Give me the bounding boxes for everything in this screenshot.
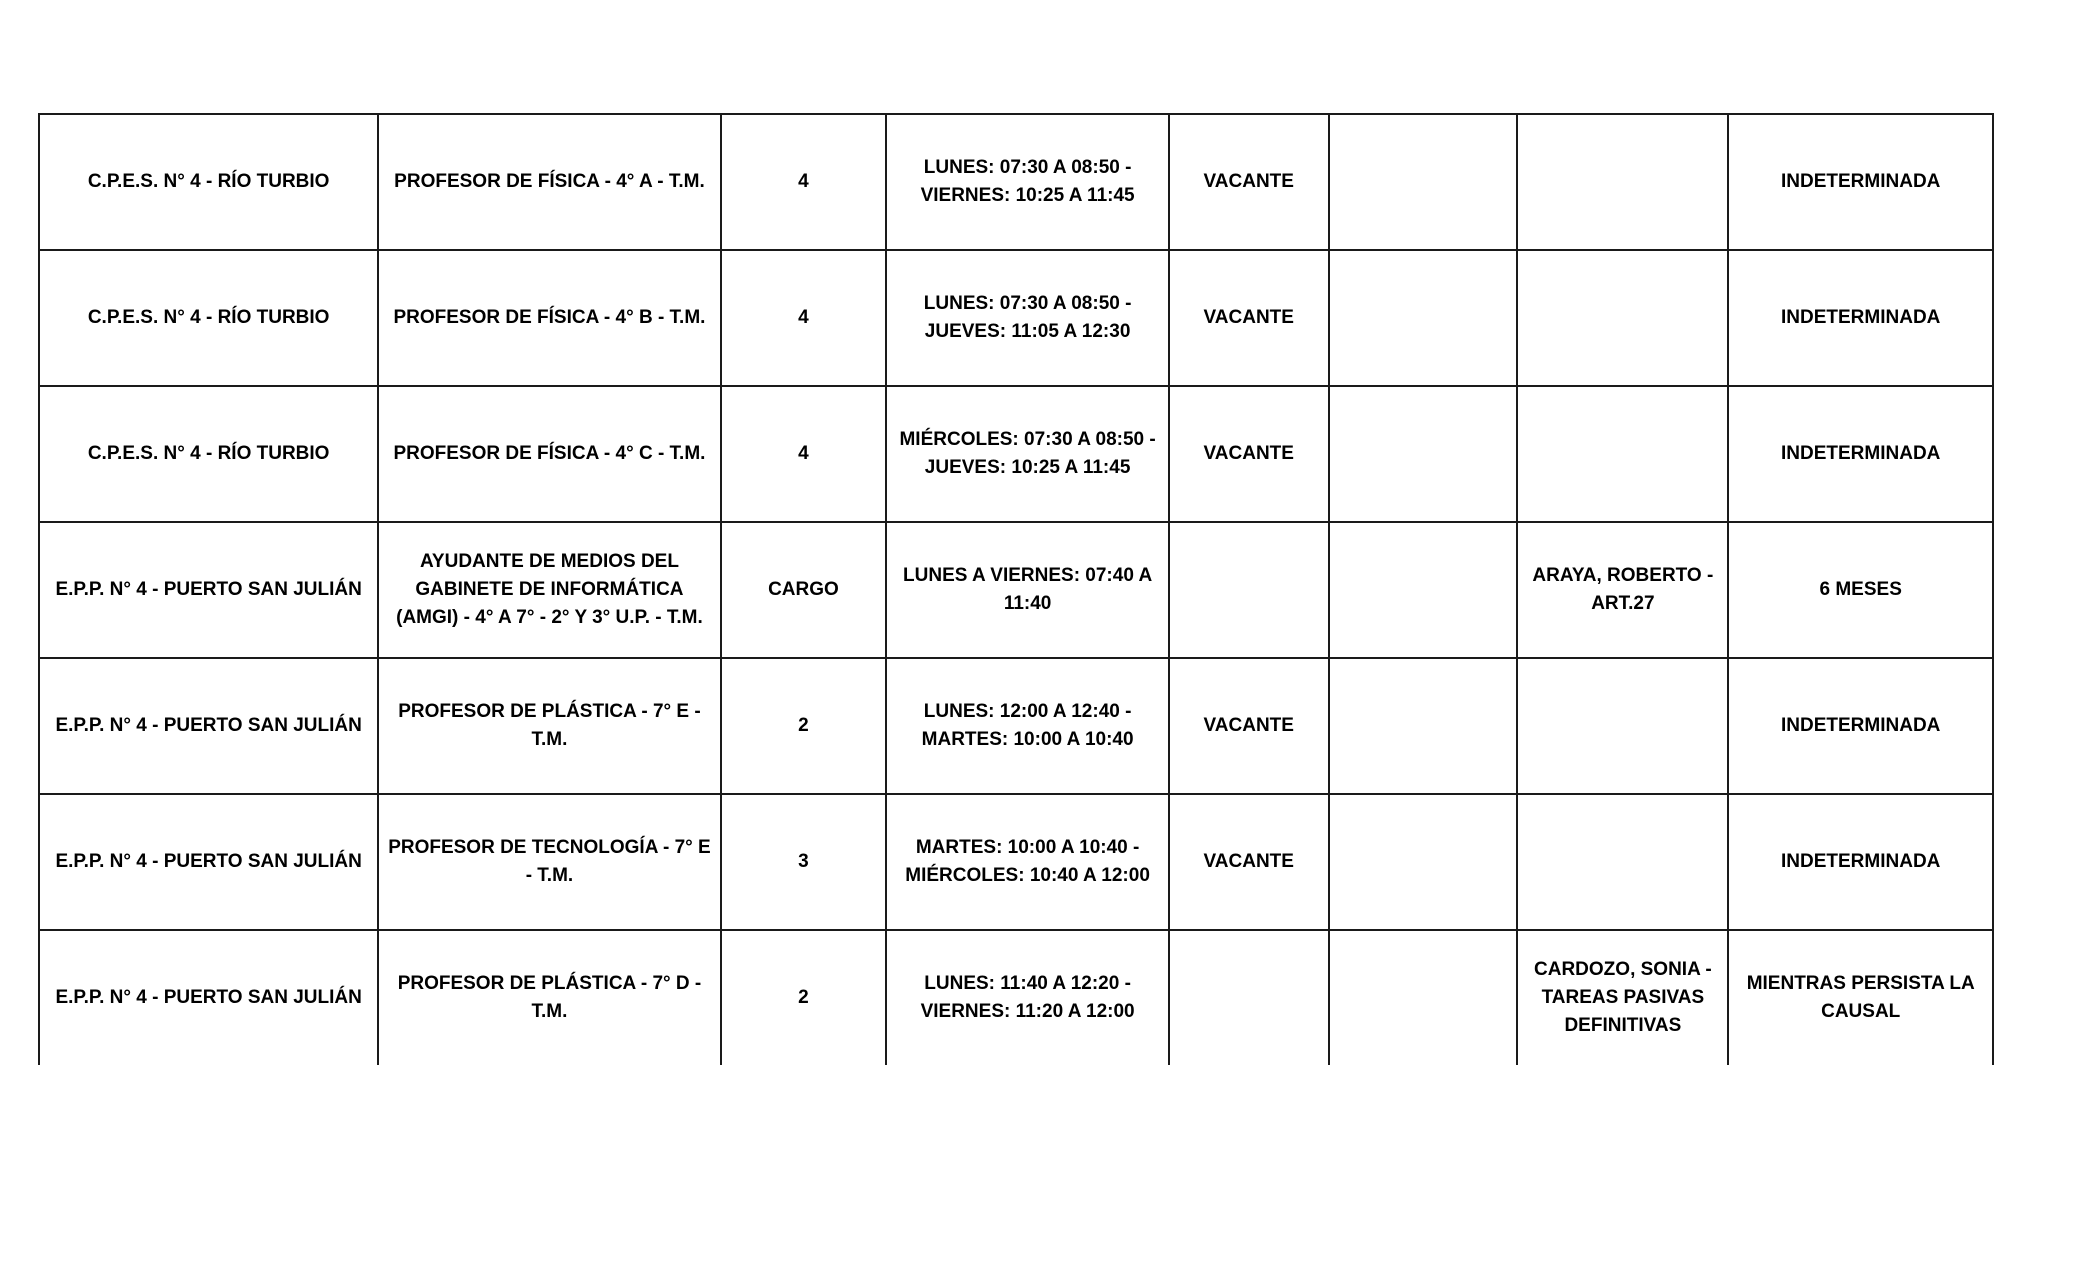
empty-cell bbox=[1329, 930, 1518, 1065]
duration-cell: INDETERMINADA bbox=[1728, 794, 1993, 930]
duration-cell: INDETERMINADA bbox=[1728, 658, 1993, 794]
holder-cell: ARAYA, ROBERTO - ART.27 bbox=[1517, 522, 1728, 658]
position-cell: PROFESOR DE FÍSICA - 4° A - T.M. bbox=[378, 114, 720, 250]
hours-cell: 4 bbox=[721, 114, 887, 250]
table-row bbox=[39, 522, 1993, 658]
holder-cell bbox=[1517, 794, 1728, 930]
schedule-cell: LUNES: 11:40 A 12:20 - VIERNES: 11:20 A 12:00 bbox=[886, 930, 1169, 1065]
position-cell: PROFESOR DE TECNOLOGÍA - 7° E - T.M. bbox=[378, 794, 720, 930]
status-cell: VACANTE bbox=[1169, 386, 1329, 522]
empty-cell bbox=[1329, 250, 1518, 386]
status-cell: VACANTE bbox=[1169, 658, 1329, 794]
table-row bbox=[39, 114, 1993, 250]
table-row bbox=[39, 250, 1993, 386]
duration-cell: 6 MESES bbox=[1728, 522, 1993, 658]
position-cell: AYUDANTE DE MEDIOS DEL GABINETE DE INFORMÁTICA (AMGI) - 4° A 7° - 2° Y 3° U.P. - T.M. bbox=[378, 522, 720, 658]
school-cell: E.P.P. N° 4 - PUERTO SAN JULIÁN bbox=[39, 794, 378, 930]
empty-cell bbox=[1329, 522, 1518, 658]
status-cell: VACANTE bbox=[1169, 794, 1329, 930]
school-cell: E.P.P. N° 4 - PUERTO SAN JULIÁN bbox=[39, 658, 378, 794]
table-row bbox=[39, 794, 1993, 930]
hours-cell: 3 bbox=[721, 794, 887, 930]
schedule-cell: LUNES A VIERNES: 07:40 A 11:40 bbox=[886, 522, 1169, 658]
vacancies-sheet bbox=[38, 113, 1994, 1065]
status-cell bbox=[1169, 930, 1329, 1065]
school-cell: E.P.P. N° 4 - PUERTO SAN JULIÁN bbox=[39, 522, 378, 658]
school-cell: E.P.P. N° 4 - PUERTO SAN JULIÁN bbox=[39, 930, 378, 1065]
holder-cell bbox=[1517, 114, 1728, 250]
holder-cell bbox=[1517, 658, 1728, 794]
hours-cell: 4 bbox=[721, 250, 887, 386]
status-cell bbox=[1169, 522, 1329, 658]
position-cell: PROFESOR DE FÍSICA - 4° B - T.M. bbox=[378, 250, 720, 386]
schedule-cell: MARTES: 10:00 A 10:40 - MIÉRCOLES: 10:40 A 12:00 bbox=[886, 794, 1169, 930]
empty-cell bbox=[1329, 114, 1518, 250]
table-row bbox=[39, 386, 1993, 522]
position-cell: PROFESOR DE FÍSICA - 4° C - T.M. bbox=[378, 386, 720, 522]
school-cell: C.P.E.S. N° 4 - RÍO TURBIO bbox=[39, 114, 378, 250]
hours-cell: 4 bbox=[721, 386, 887, 522]
schedule-cell: MIÉRCOLES: 07:30 A 08:50 - JUEVES: 10:25 A 11:45 bbox=[886, 386, 1169, 522]
position-cell: PROFESOR DE PLÁSTICA - 7° D - T.M. bbox=[378, 930, 720, 1065]
school-cell: C.P.E.S. N° 4 - RÍO TURBIO bbox=[39, 250, 378, 386]
table-row bbox=[39, 930, 1993, 1065]
duration-cell: INDETERMINADA bbox=[1728, 386, 1993, 522]
schedule-cell: LUNES: 07:30 A 08:50 - JUEVES: 11:05 A 12:30 bbox=[886, 250, 1169, 386]
hours-cell: 2 bbox=[721, 930, 887, 1065]
vacancies-table bbox=[38, 113, 1994, 1065]
table-row bbox=[39, 658, 1993, 794]
school-cell: C.P.E.S. N° 4 - RÍO TURBIO bbox=[39, 386, 378, 522]
status-cell: VACANTE bbox=[1169, 114, 1329, 250]
position-cell: PROFESOR DE PLÁSTICA - 7° E - T.M. bbox=[378, 658, 720, 794]
duration-cell: MIENTRAS PERSISTA LA CAUSAL bbox=[1728, 930, 1993, 1065]
holder-cell: CARDOZO, SONIA - TAREAS PASIVAS DEFINITIVAS bbox=[1517, 930, 1728, 1065]
hours-cell: 2 bbox=[721, 658, 887, 794]
hours-cell: CARGO bbox=[721, 522, 887, 658]
duration-cell: INDETERMINADA bbox=[1728, 250, 1993, 386]
empty-cell bbox=[1329, 658, 1518, 794]
empty-cell bbox=[1329, 386, 1518, 522]
status-cell: VACANTE bbox=[1169, 250, 1329, 386]
holder-cell bbox=[1517, 386, 1728, 522]
holder-cell bbox=[1517, 250, 1728, 386]
duration-cell: INDETERMINADA bbox=[1728, 114, 1993, 250]
schedule-cell: LUNES: 12:00 A 12:40 - MARTES: 10:00 A 10:40 bbox=[886, 658, 1169, 794]
schedule-cell: LUNES: 07:30 A 08:50 - VIERNES: 10:25 A 11:45 bbox=[886, 114, 1169, 250]
empty-cell bbox=[1329, 794, 1518, 930]
